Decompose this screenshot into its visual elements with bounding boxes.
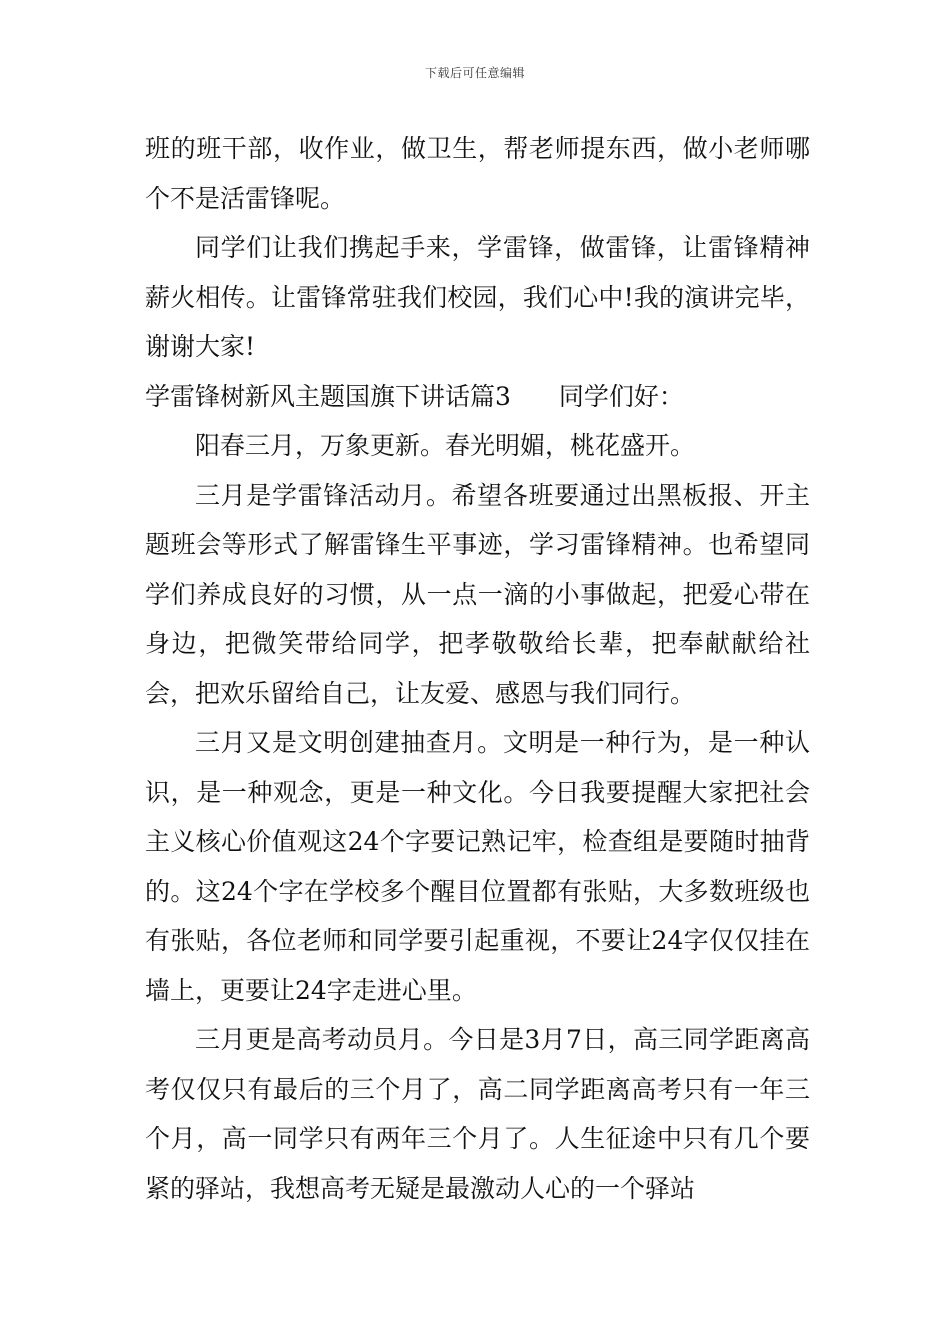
page-header-note: 下载后可任意编辑 bbox=[424, 66, 525, 80]
paragraph-civilization-month: 三月又是文明创建抽查月。文明是一种行为，是一种认识，是一种观念，更是一种文化。今日我要提醒大家把社会主义核心价值观这24个字要记熟记牢，检查组是要随时抽背的。这24个字在学校多个醒目位置都有张贴，大多数班级也有张贴，各位老师和同学要引起重视，不要让24字仅仅挂在墙上，更要让24字走进心里。 bbox=[145, 728, 810, 1005]
paragraph-leifeng-month: 三月是学雷锋活动月。希望各班要通过出黑板报、开主题班会等形式了解雷锋生平事迹，学习雷锋精神。也希望同学们养成良好的习惯，从一点一滴的小事做起，把爱心带在身边，把微笑带给同学，把孝敬敬给长辈，把奉献献给社会，把欢乐留给自己，让友爱、感恩与我们同行。 bbox=[145, 480, 810, 708]
document-body bbox=[145, 124, 810, 1213]
paragraph-exam-month: 三月更是高考动员月。今日是3月7日，高三同学距离高考仅仅只有最后的三个月了，高二同学距离高考只有一年三个月，高一同学只有两年三个月了。人生征途中只有几个要紧的驿站，我想高考无疑是最激动人心的一个驿站 bbox=[145, 1025, 810, 1203]
section-title: 学雷锋树新风主题国旗下讲话篇3 bbox=[145, 381, 511, 411]
paragraph-closing: 同学们让我们携起手来，学雷锋，做雷锋，让雷锋精神薪火相传。让雷锋常驻我们校园，我们心中!我的演讲完毕，谢谢大家! bbox=[145, 233, 810, 361]
paragraph-spring: 阳春三月，万象更新。春光明媚，桃花盛开。 bbox=[195, 431, 696, 460]
section-heading-line bbox=[145, 372, 810, 422]
paragraph-continuation: 班的班干部，收作业，做卫生，帮老师提东西，做小老师哪个不是活雷锋呢。 bbox=[145, 134, 810, 213]
greeting: 同学们好： bbox=[558, 381, 684, 411]
